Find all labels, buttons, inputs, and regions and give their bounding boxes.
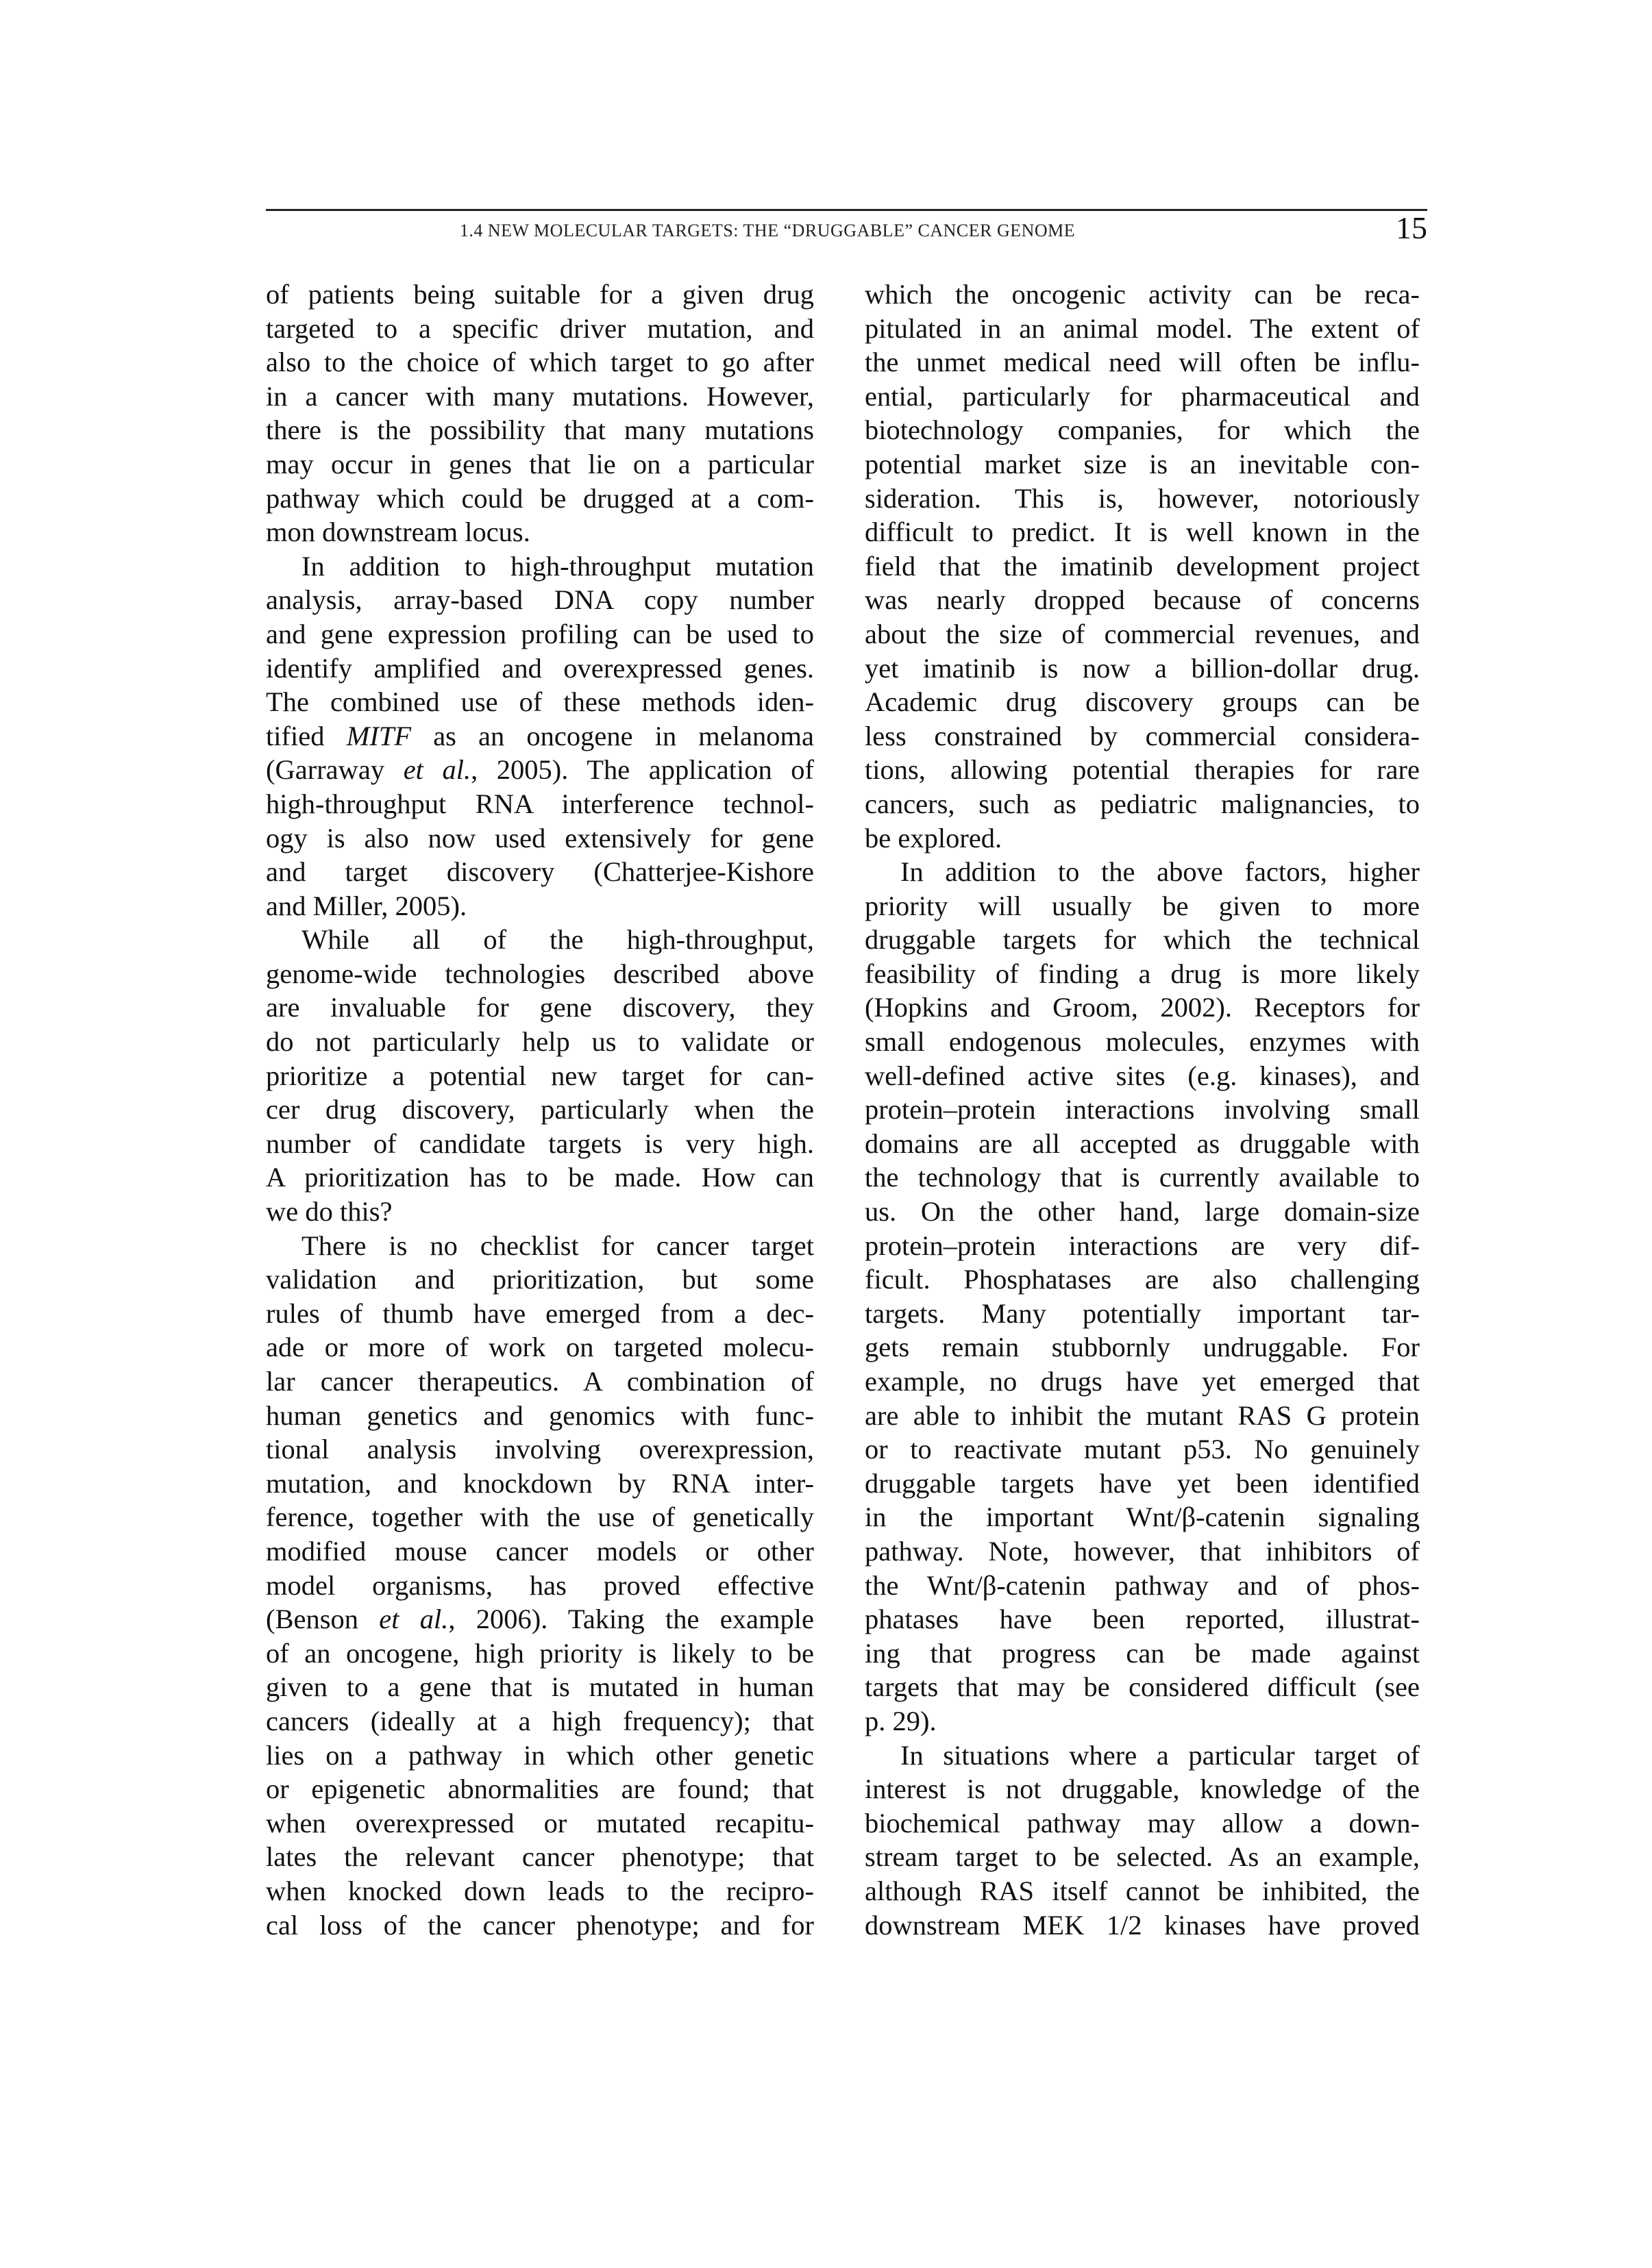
text-line: ing that progress can be made against — [865, 1637, 1420, 1669]
text-line: targets. Many potentially important tar- — [865, 1297, 1420, 1329]
text-line: (Benson et al., 2006). Taking the example — [266, 1604, 814, 1635]
text-line: identify amplified and overexpressed genes. — [266, 652, 814, 684]
text-line: we do this? — [266, 1196, 393, 1228]
text-line: targeted to a specific driver mutation, and — [266, 312, 814, 344]
text-line: While all of the high-throughput, — [301, 924, 814, 956]
header-rule — [266, 209, 1427, 211]
text-line: domains are all accepted as druggable with — [865, 1127, 1420, 1159]
text-line: In situations where a particular target of — [900, 1739, 1420, 1771]
text-line: stream target to be selected. As an example, — [865, 1841, 1420, 1873]
text-line: mutation, and knockdown by RNA inter- — [266, 1467, 814, 1499]
text-line: There is no checklist for cancer target — [301, 1230, 814, 1261]
text-line: biochemical pathway may allow a down- — [865, 1807, 1420, 1839]
text-line: which the oncogenic activity can be reca- — [865, 279, 1420, 310]
text-line: the unmet medical need will often be influ- — [865, 347, 1420, 378]
text-line: modified mouse cancer models or other — [266, 1535, 814, 1567]
text-line: lar cancer therapeutics. A combination of — [266, 1366, 814, 1397]
text-line: may occur in genes that lie on a particular — [266, 448, 814, 479]
text-line: druggable targets have yet been identified — [865, 1467, 1420, 1499]
text-line: when overexpressed or mutated recapitu- — [266, 1807, 814, 1839]
text-line: field that the imatinib development project — [865, 550, 1420, 582]
text-line: of patients being suitable for a given drug — [266, 279, 814, 310]
text-line: the Wnt/β-catenin pathway and of phos- — [865, 1569, 1420, 1601]
text-line: ade or more of work on targeted molecu- — [266, 1332, 814, 1363]
text-line: A prioritization has to be made. How can — [266, 1162, 814, 1193]
text-line: sideration. This is, however, notoriously — [865, 482, 1420, 514]
text-line: p. 29). — [865, 1705, 937, 1736]
text-line: potential market size is an inevitable con- — [865, 448, 1420, 479]
text-line: well-defined active sites (e.g. kinases), and — [865, 1060, 1420, 1091]
text-line: (Garraway et al., 2005). The application of — [266, 754, 814, 786]
text-line: cer drug discovery, particularly when the — [266, 1094, 814, 1125]
text-line: and target discovery (Chatterjee-Kishore — [266, 856, 814, 888]
text-line: protein–protein interactions involving small — [865, 1094, 1420, 1125]
text-line: of an oncogene, high priority is likely to be — [266, 1637, 814, 1669]
text-line: although RAS itself cannot be inhibited, the — [865, 1875, 1420, 1906]
text-line: given to a gene that is mutated in human — [266, 1671, 814, 1703]
text-line: number of candidate targets is very high. — [266, 1127, 814, 1159]
text-line: targets that may be considered difficult (see — [865, 1671, 1420, 1703]
text-line: Academic drug discovery groups can be — [865, 686, 1420, 718]
text-line: downstream MEK 1/2 kinases have proved — [865, 1909, 1420, 1941]
page-number: 15 — [1396, 210, 1427, 245]
text-line: pathway. Note, however, that inhibitors of — [865, 1535, 1420, 1567]
text-line: feasibility of finding a drug is more likely — [865, 958, 1420, 989]
text-line: are able to inhibit the mutant RAS G protein — [865, 1399, 1420, 1431]
text-line: genome-wide technologies described above — [266, 958, 814, 989]
text-line: priority will usually be given to more — [865, 890, 1420, 921]
text-line: high-throughput RNA interference technol- — [266, 788, 814, 819]
text-line: mon downstream locus. — [266, 516, 530, 548]
running-head: 1.4 NEW MOLECULAR TARGETS: THE “DRUGGABLE” CANCER GENOME — [459, 221, 1076, 240]
text-line: yet imatinib is now a billion-dollar drug. — [865, 652, 1420, 684]
text-line: are invaluable for gene discovery, they — [266, 992, 814, 1023]
text-line: protein–protein interactions are very dif- — [865, 1230, 1420, 1261]
text-line: cancers (ideally at a high frequency); that — [266, 1705, 814, 1736]
text-line: validation and prioritization, but some — [266, 1264, 814, 1295]
text-line: was nearly dropped because of concerns — [865, 584, 1420, 616]
text-line: human genetics and genomics with func- — [266, 1399, 814, 1431]
text-line: ential, particularly for pharmaceutical and — [865, 380, 1420, 412]
text-line: or epigenetic abnormalities are found; that — [266, 1773, 814, 1805]
text-line: also to the choice of which target to go after — [266, 347, 814, 378]
text-line: rules of thumb have emerged from a dec- — [266, 1297, 814, 1329]
text-line: the technology that is currently available to — [865, 1162, 1420, 1193]
text-line: In addition to the above factors, higher — [900, 856, 1420, 888]
text-line: gets remain stubbornly undruggable. For — [865, 1332, 1420, 1363]
text-line: tified MITF as an oncogene in melanoma — [266, 720, 814, 751]
text-line: when knocked down leads to the recipro- — [266, 1875, 814, 1906]
text-line: and gene expression profiling can be used to — [266, 618, 814, 649]
text-line: prioritize a potential new target for can- — [266, 1060, 814, 1091]
text-line: model organisms, has proved effective — [266, 1569, 814, 1601]
text-line: and Miller, 2005). — [266, 890, 467, 921]
text-line: druggable targets for which the technical — [865, 924, 1420, 956]
italic-term: et al. — [379, 1604, 449, 1635]
text-line: biotechnology companies, for which the — [865, 414, 1420, 446]
text-line: In addition to high-throughput mutation — [301, 550, 814, 582]
text-line: interest is not druggable, knowledge of the — [865, 1773, 1420, 1805]
text-line: do not particularly help us to validate or — [266, 1026, 814, 1058]
text-line: about the size of commercial revenues, and — [865, 618, 1420, 649]
text-line: pathway which could be drugged at a com- — [266, 482, 814, 514]
text-line: cal loss of the cancer phenotype; and for — [266, 1909, 814, 1941]
text-line: ogy is also now used extensively for gene — [266, 822, 814, 853]
text-line: be explored. — [865, 822, 1002, 853]
italic-term: MITF — [346, 720, 412, 751]
text-line: tional analysis involving overexpression, — [266, 1434, 814, 1465]
text-line: there is the possibility that many mutations — [266, 414, 814, 446]
text-line: ference, together with the use of genetically — [266, 1501, 814, 1533]
text-line: less constrained by commercial considera- — [865, 720, 1420, 751]
text-line: or to reactivate mutant p53. No genuinely — [865, 1434, 1420, 1465]
right-column — [865, 277, 1420, 1942]
text-line: example, no drugs have yet emerged that — [865, 1366, 1420, 1397]
text-line: difficult to predict. It is well known in the — [865, 516, 1420, 548]
text-line: in a cancer with many mutations. However, — [266, 380, 814, 412]
text-line: lates the relevant cancer phenotype; that — [266, 1841, 814, 1873]
text-line: tions, allowing potential therapies for rare — [865, 754, 1420, 786]
text-line: us. On the other hand, large domain-size — [865, 1196, 1420, 1228]
text-line: lies on a pathway in which other genetic — [266, 1739, 814, 1771]
text-line: analysis, array-based DNA copy number — [266, 584, 814, 616]
text-line: small endogenous molecules, enzymes with — [865, 1026, 1420, 1058]
text-line: (Hopkins and Groom, 2002). Receptors for — [865, 992, 1420, 1023]
left-column — [266, 277, 814, 1942]
text-line: cancers, such as pediatric malignancies, to — [865, 788, 1420, 819]
text-line: in the important Wnt/β-catenin signaling — [865, 1501, 1420, 1533]
italic-term: et al. — [403, 754, 471, 786]
text-line: ficult. Phosphatases are also challenging — [865, 1264, 1420, 1295]
text-line: The combined use of these methods iden- — [266, 686, 814, 718]
text-line: phatases have been reported, illustrat- — [865, 1604, 1420, 1635]
text-line: pitulated in an animal model. The extent of — [865, 312, 1420, 344]
